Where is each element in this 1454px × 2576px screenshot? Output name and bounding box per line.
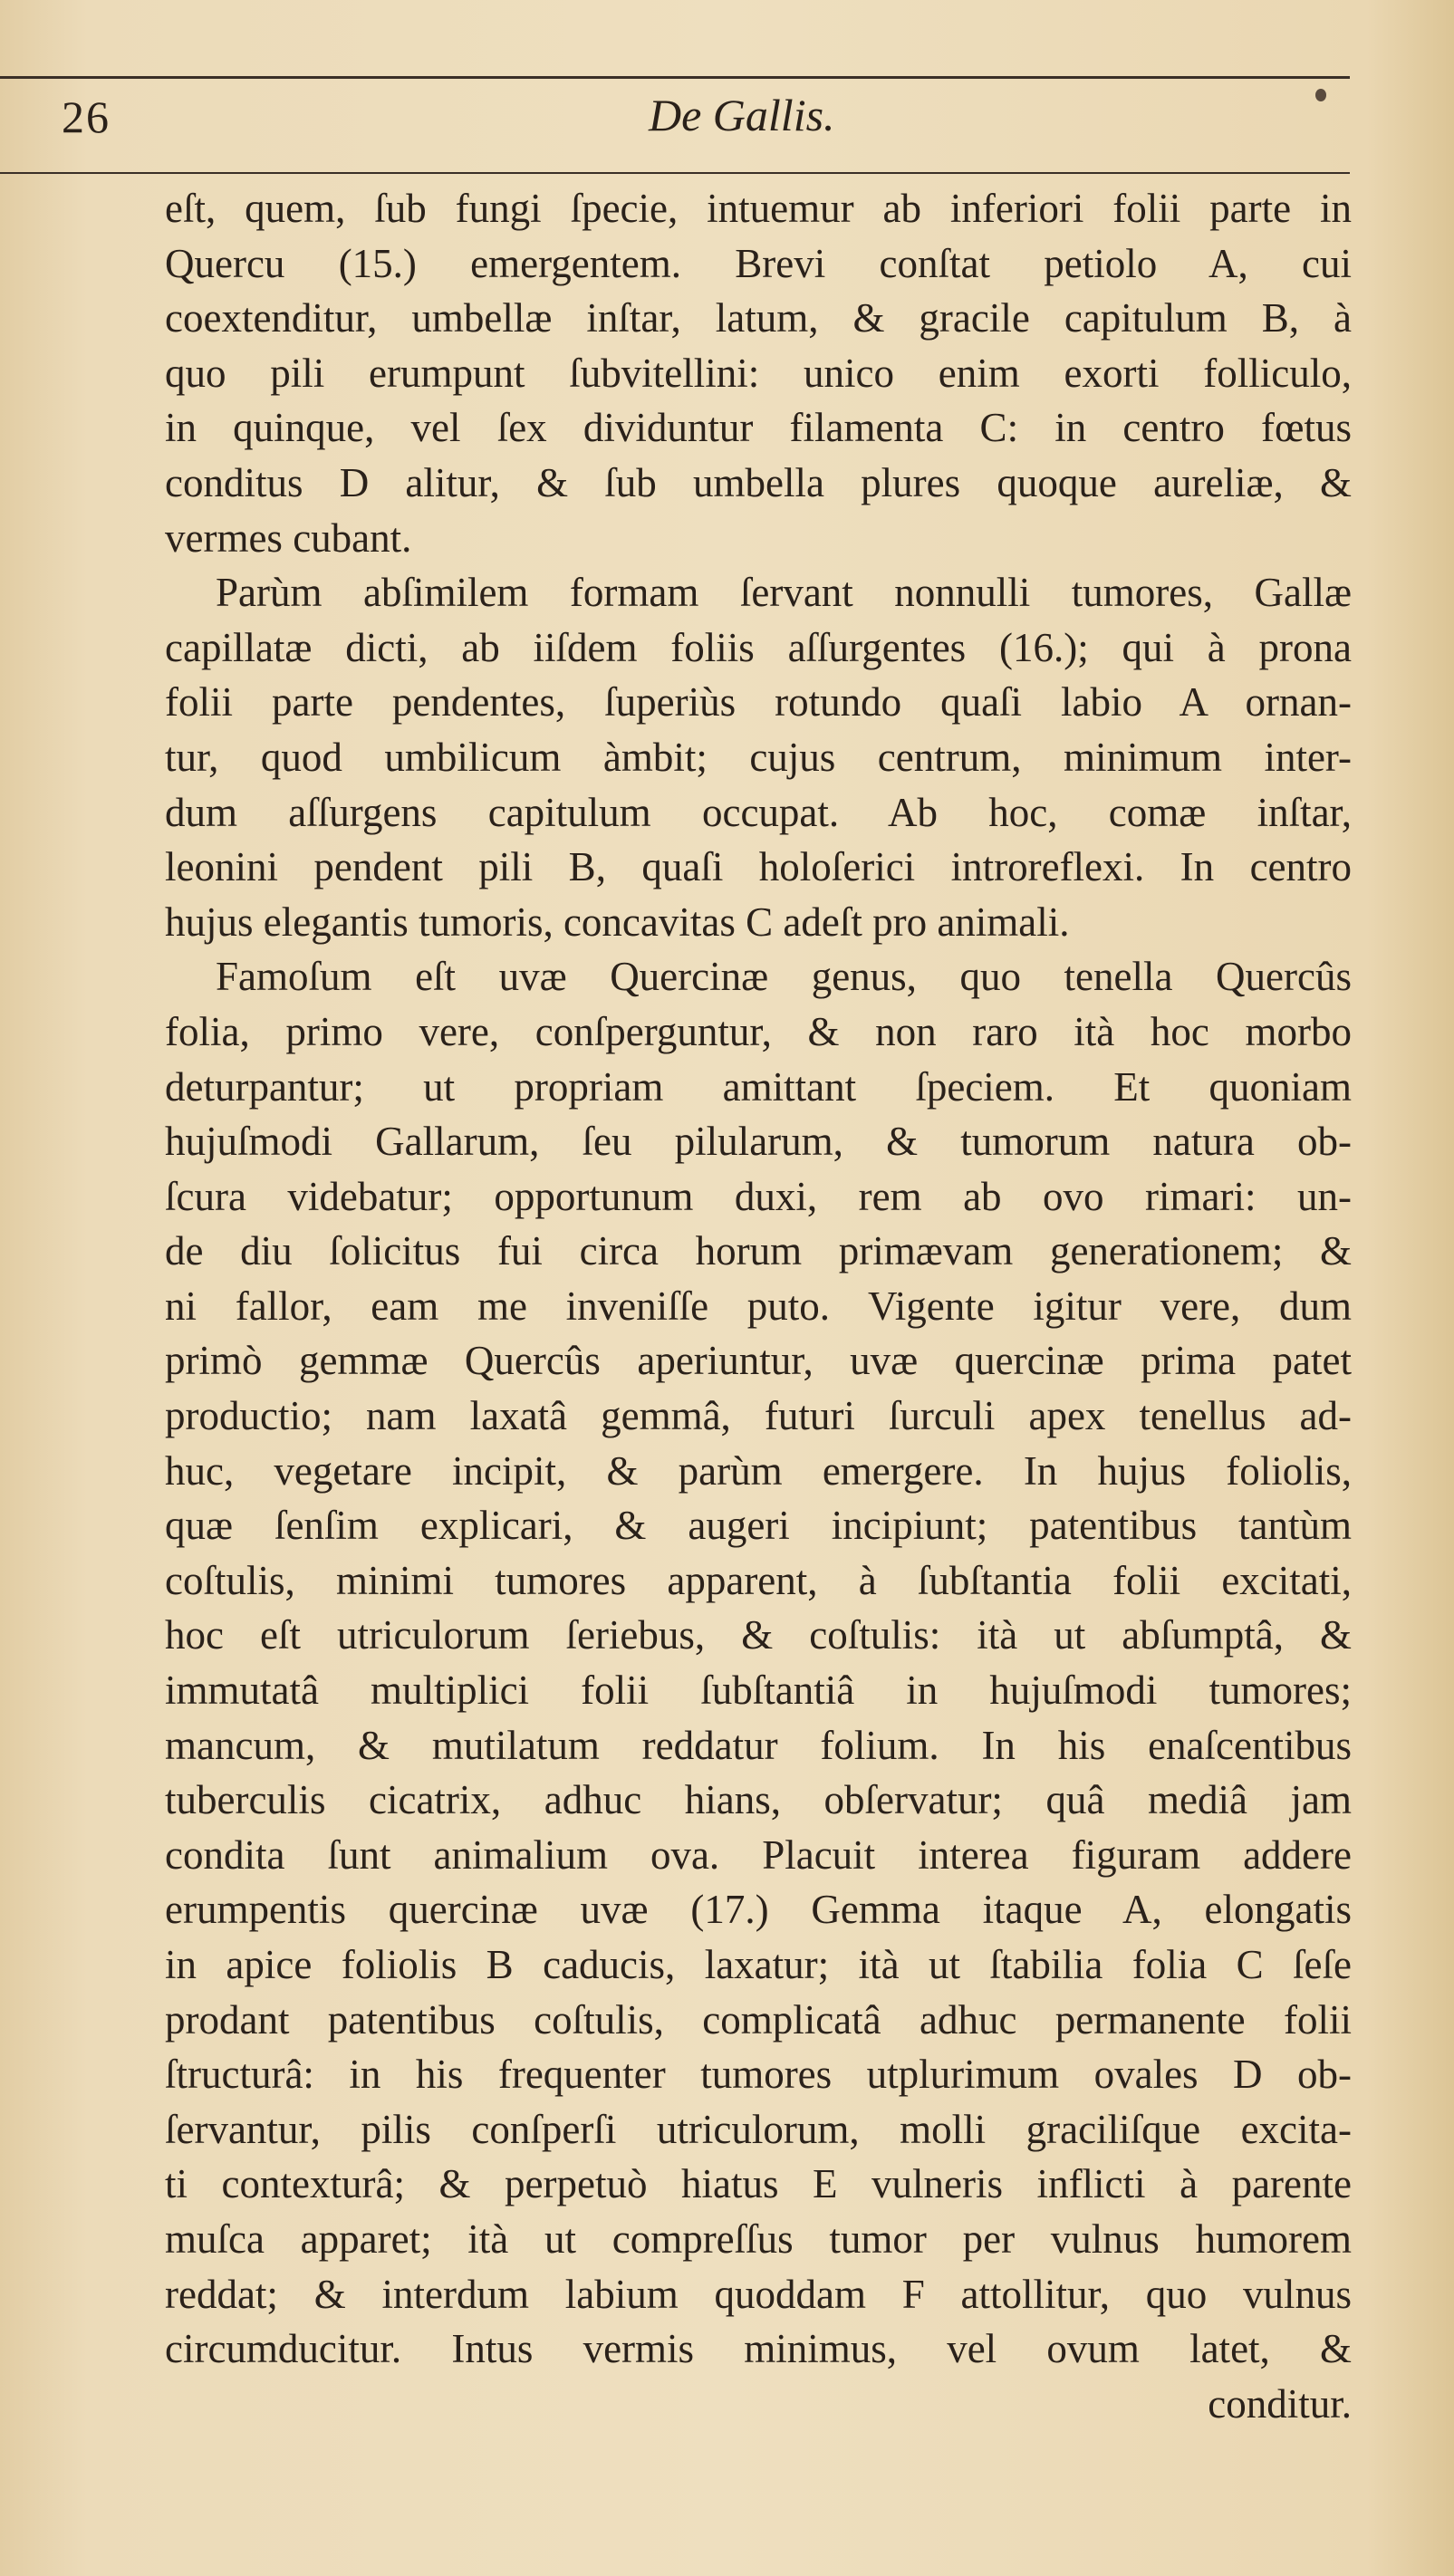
text-line: in apice foliolis B caducis, laxatur; ità ut ſtabilia folia C ſeſe (165, 1942, 1352, 1987)
text-line: Quercu (15.) emergentem. Brevi conſtat petiolo A, cui (165, 240, 1352, 286)
text-line: erumpentis quercinæ uvæ (17.) Gemma itaque A, elongatis (165, 1887, 1352, 1933)
text-line: ni fallor, eam me inveniſſe puto. Vigente igitur vere, dum (165, 1283, 1352, 1329)
ink-blot (1315, 89, 1326, 101)
text-line: ti contexturâ; & perpetuò hiatus E vulneris inflicti à parente (165, 2161, 1352, 2207)
text-line: immutatâ multiplici folii ſubſtantiâ in hujuſmodi tumores; (165, 1668, 1352, 1714)
text-line: conditus D alitur, & ſub umbella plures quoque aureliæ, & (165, 459, 1352, 505)
text-line: quo pili erumpunt ſubvitellini: unico enim exorti folliculo, (165, 350, 1352, 396)
text-line: ſcura videbatur; opportunum duxi, rem ab ovo rimari: un- (165, 1173, 1352, 1219)
running-title: De Gallis. (649, 90, 835, 140)
paragraph-start-line: Parùm abſimilem formam ſervant nonnulli tumores, Gallæ (216, 570, 1352, 616)
text-line: hujus elegantis tumoris, concavitas C adeſt pro animali. (165, 899, 1070, 945)
text-line: productio; nam laxatâ gemmâ, futuri ſurculi apex tenellus ad- (165, 1393, 1352, 1439)
body-text (165, 181, 1352, 2431)
text-line: circumducitur. Intus vermis minimus, vel ovum latet, & (165, 2326, 1352, 2372)
text-line: mancum, & mutilatum reddatur folium. In his enaſcentibus (165, 1722, 1352, 1768)
text-line: coſtulis, minimi tumores apparent, à ſubſtantia folii excitati, (165, 1557, 1352, 1603)
catchword-line: conditur. (1208, 2380, 1352, 2427)
text-line: quæ ſenſim explicari, & augeri incipiunt; patentibus tantùm (165, 1503, 1352, 1549)
page-number: 26 (62, 91, 111, 142)
paragraph-start-line: Famoſum eſt uvæ Quercinæ genus, quo tenella Quercûs (216, 954, 1352, 1000)
text-line: ſtructurâ: in his frequenter tumores utplurimum ovales D ob- (165, 2052, 1352, 2098)
text-line: folia, primo vere, conſperguntur, & non raro ità hoc morbo (165, 1008, 1352, 1054)
text-line: vermes cubant. (165, 514, 412, 561)
header-top-rule (0, 76, 1350, 79)
text-line: tuberculis cicatrix, adhuc hians, obſervatur; quâ mediâ jam (165, 1777, 1352, 1823)
text-line: in quinque, vel ſex dividuntur filamenta C: in centro fœtus (165, 405, 1352, 451)
text-line: eſt, quem, ſub fungi ſpecie, intuemur ab inferiori folii parte in (165, 186, 1352, 231)
text-line: muſca apparet; ità ut compreſſus tumor per vulnus humorem (165, 2216, 1352, 2262)
text-line: dum aſſurgens capitulum occupat. Ab hoc, comæ inſtar, (165, 789, 1352, 835)
text-line: capillatæ dicti, ab iiſdem foliis aſſurgentes (16.); qui à prona (165, 624, 1352, 670)
header-bottom-rule (0, 172, 1350, 174)
text-line: hujuſmodi Gallarum, ſeu pilularum, & tumorum natura ob- (165, 1119, 1352, 1165)
text-line: prodant patentibus coſtulis, complicatâ adhuc permanente folii (165, 1996, 1352, 2043)
text-line: hoc eſt utriculorum ſeriebus, & coſtulis: ità ut abſumptâ, & (165, 1612, 1352, 1658)
text-line: leonini pendent pili B, quaſi holoſerici introreflexi. In centro (165, 844, 1352, 890)
text-line: coextenditur, umbellæ inſtar, latum, & gracile capitulum B, à (165, 295, 1352, 341)
text-line: reddat; & interdum labium quoddam F attollitur, quo vulnus (165, 2271, 1352, 2317)
text-line: de diu ſolicitus fui circa horum primævam generationem; & (165, 1228, 1352, 1274)
text-line: primò gemmæ Quercûs aperiuntur, uvæ quercinæ prima patet (165, 1338, 1352, 1384)
text-line: ſervantur, pilis conſperſi utriculorum, molli graciliſque excita- (165, 2106, 1352, 2152)
text-line: deturpantur; ut propriam amittant ſpeciem. Et quoniam (165, 1063, 1352, 1110)
text-line: huc, vegetare incipit, & parùm emergere. In hujus foliolis, (165, 1447, 1352, 1494)
text-line: tur, quod umbilicum àmbit; cujus centrum, minimum inter- (165, 734, 1352, 780)
text-line: folii parte pendentes, ſuperiùs rotundo quaſi labio A ornan- (165, 679, 1352, 726)
text-line: condita ſunt animalium ova. Placuit interea figuram addere (165, 1831, 1352, 1878)
